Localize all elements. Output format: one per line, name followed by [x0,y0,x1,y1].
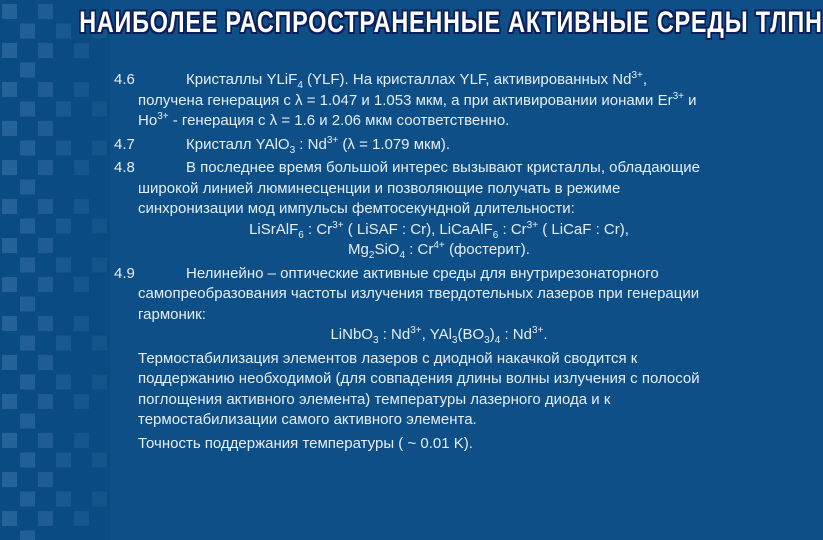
pattern-square [56,141,71,156]
pattern-square [56,102,71,117]
pattern-square [20,375,35,390]
pattern-square [20,102,35,117]
paragraph: Точность поддержания температуры ( ~ 0.01 K). [138,434,473,452]
pattern-square [20,297,35,312]
decorative-pattern [0,0,110,540]
pattern-square [2,121,17,136]
pattern-square [38,160,53,175]
pattern-square [20,24,35,39]
pattern-square [56,24,71,39]
pattern-square [20,63,35,78]
pattern-square [20,453,35,468]
pattern-square [20,492,35,507]
pattern-square [74,316,89,331]
slide-body [110,70,700,454]
pattern-square [2,160,17,175]
pattern-square [74,82,89,97]
pattern-square [56,375,71,390]
pattern-square [20,219,35,234]
paragraph: Термостабилизация элементов лазеров с диодной накачкой сводится к поддержанию необходимой (для совпадения длины волны излучения с полосой поглощения активного элемента) температуры лазерного диода и к термостабилизации самого активного элемента. [138,349,700,428]
pattern-square [2,472,17,487]
item-text: Нелинейно – оптические активные среды для внутрирезонаторного самопреобразования частоты излучения твердотельных лазеров при генерации гармоник: [138,264,700,323]
pattern-square [38,277,53,292]
pattern-square [2,316,17,331]
pattern-square [74,394,89,409]
pattern-square [2,394,17,409]
pattern-square [92,219,107,234]
pattern-square [56,453,71,468]
pattern-square [2,199,17,214]
pattern-square [2,82,17,97]
pattern-square [38,316,53,331]
page-title: НАИБОЛЕЕ РАСПРОСТРАНЕННЫЕ АКТИВНЫЕ СРЕДЫ ТЛПН [79,6,823,39]
pattern-square [92,492,107,507]
pattern-square [38,43,53,58]
pattern-square [92,258,107,273]
pattern-square [2,433,17,448]
item-number: 4.9 [114,264,135,282]
pattern-square [74,160,89,175]
pattern-square [92,453,107,468]
pattern-square [74,433,89,448]
pattern-square [20,414,35,429]
pattern-square [2,4,17,19]
pattern-square [20,336,35,351]
pattern-square [74,277,89,292]
pattern-square [2,238,17,253]
pattern-square [38,355,53,370]
item-text: Кристаллы YLiF$_4$ (YLF). На кристаллах YLF, активированных $Nd^{3+}$, получена генерация с λ = 1.047 и 1.053 мкм, а при активировании ионами $Er^{3+}$ и $Ho^{3+}$ - генерация с λ = 1.6 и 2.06 мкм соответственно. [138,70,697,129]
pattern-square [2,511,17,526]
item-text: В последнее время большой интерес вызывают кристаллы, обладающие широкой линией люминесценции и позволяющие получать в режиме синхронизации мод импульсы фемтосекундной длительности: [138,159,700,217]
list-item [110,70,700,132]
pattern-square [74,199,89,214]
pattern-square [38,511,53,526]
pattern-square [20,531,35,540]
pattern-square [56,492,71,507]
pattern-square [74,43,89,58]
pattern-square [38,394,53,409]
pattern-square [38,4,53,19]
item-text: Кристалл YAlO$_3$ : $Nd^{3+}$ (λ = 1.079 мкм). [186,134,451,156]
pattern-square [92,375,107,390]
pattern-square [38,82,53,97]
list-item [110,135,700,156]
pattern-square [20,258,35,273]
formula-line: LiSrAlF$_6$ : $Cr^{3+}$ ( LiSAF : Cr), LiCaAlF$_6$ : $Cr^{3+}$ ( LiCaF : Cr), [249,219,629,241]
list-item [110,158,700,261]
pattern-square [38,238,53,253]
pattern-square [20,180,35,195]
pattern-square [2,43,17,58]
item-number: 4.6 [114,71,135,88]
formula-line: LiNbO$_3$ : $Nd^{3+}$, $YAl_3(BO_3)_4$ : $Nd^{3+}$. [330,325,548,346]
pattern-square [74,511,89,526]
item-number: 4.8 [114,159,135,176]
pattern-square [2,277,17,292]
pattern-square [92,102,107,117]
pattern-square [38,472,53,487]
pattern-square [38,433,53,448]
pattern-square [38,199,53,214]
pattern-square [38,121,53,136]
pattern-square [56,336,71,351]
formula-line: $Mg_2SiO_4$ : $Cr^{4+}$ (фостерит). [348,240,530,261]
list-item [110,264,700,346]
pattern-square [20,141,35,156]
pattern-square [2,355,17,370]
pattern-square [92,336,107,351]
pattern-square [56,258,71,273]
pattern-square [92,141,107,156]
pattern-square [56,219,71,234]
item-number: 4.7 [114,135,135,153]
